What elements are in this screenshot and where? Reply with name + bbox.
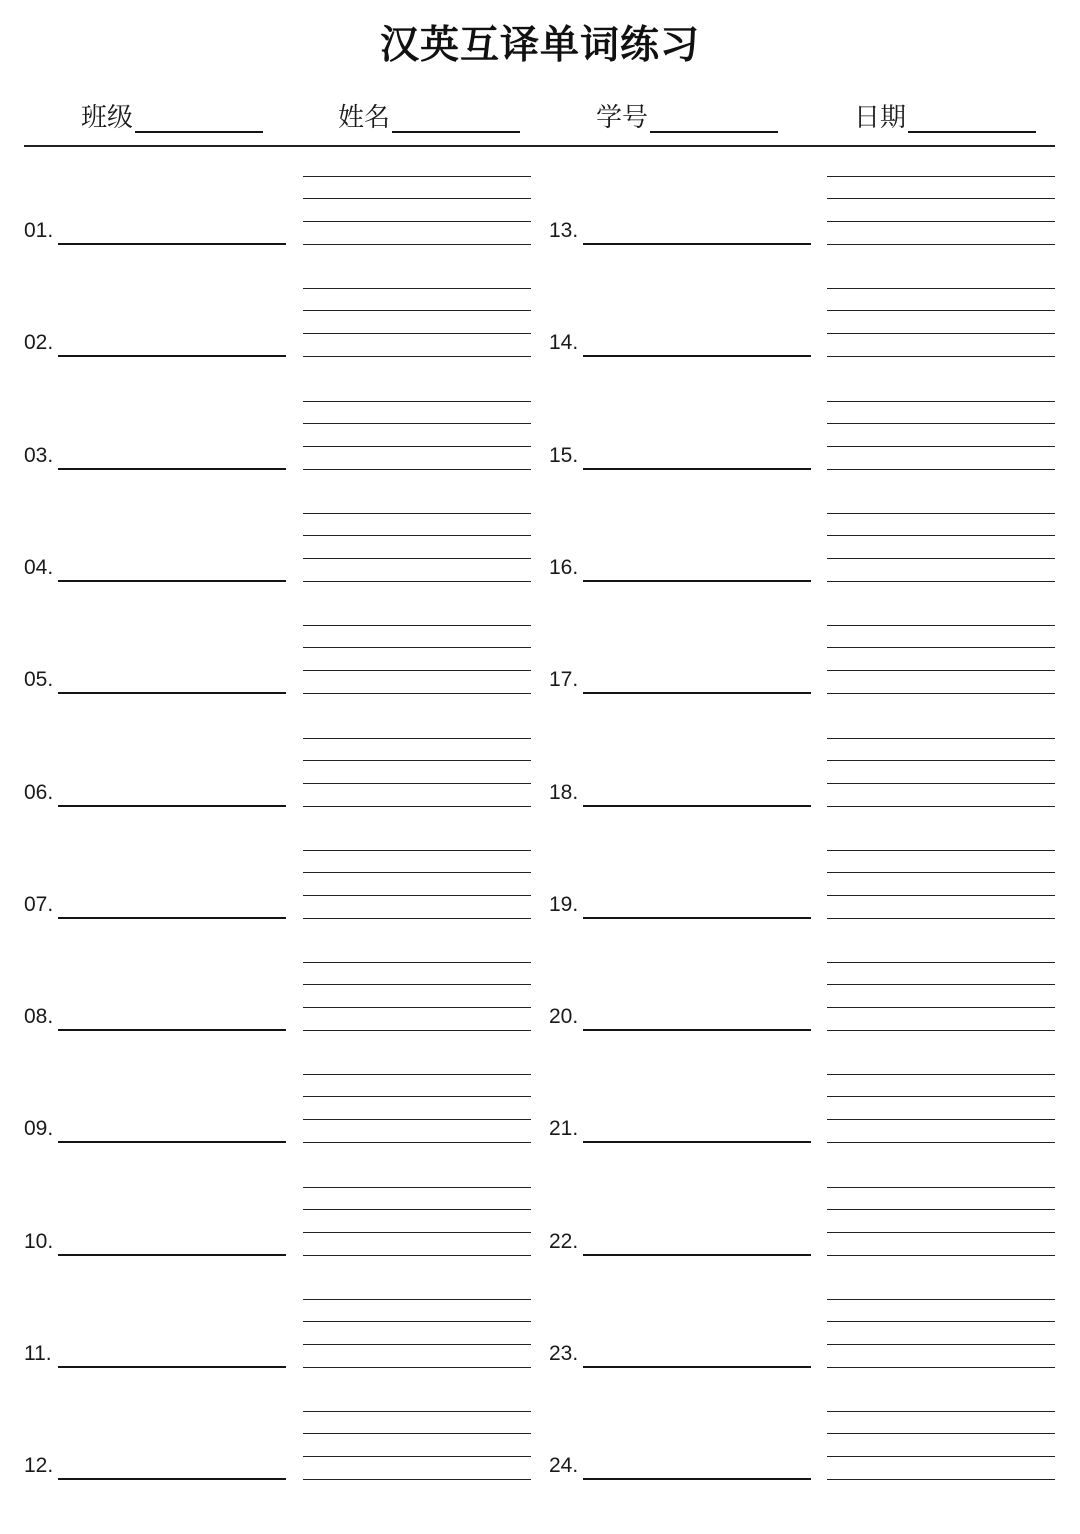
item-number: 10. (24, 1230, 54, 1253)
answer-line[interactable] (303, 581, 531, 582)
word-blank[interactable] (58, 1254, 286, 1256)
word-blank[interactable] (58, 580, 286, 582)
answer-line[interactable] (303, 1119, 531, 1120)
item-number: 12. (24, 1454, 54, 1477)
word-prompt-item[interactable] (549, 323, 839, 363)
word-blank[interactable] (58, 1141, 286, 1143)
word-prompt-item[interactable] (549, 885, 839, 925)
answer-line[interactable] (827, 333, 1055, 334)
date-field[interactable] (854, 98, 1080, 138)
item-number: 07. (24, 893, 54, 916)
answer-line[interactable] (827, 1030, 1055, 1031)
answer-line[interactable] (827, 1209, 1055, 1210)
answer-line[interactable] (827, 783, 1055, 784)
answer-line[interactable] (303, 310, 531, 311)
answer-line[interactable] (827, 446, 1055, 447)
answer-line[interactable] (827, 535, 1055, 536)
answer-line[interactable] (303, 1255, 531, 1256)
word-prompt-item[interactable] (24, 436, 314, 476)
answer-line[interactable] (827, 1456, 1055, 1457)
word-blank[interactable] (583, 1029, 811, 1031)
answer-lines[interactable] (303, 288, 531, 380)
answer-line[interactable] (303, 333, 531, 334)
word-blank[interactable] (58, 468, 286, 470)
answer-line[interactable] (827, 1074, 1055, 1075)
answer-line[interactable] (303, 1007, 531, 1008)
item-number: 03. (24, 444, 54, 467)
answer-lines[interactable] (827, 962, 1055, 1054)
answer-lines[interactable] (827, 401, 1055, 493)
word-prompt-item[interactable] (549, 548, 839, 588)
item-number: 09. (24, 1117, 54, 1140)
answer-line[interactable] (303, 1433, 531, 1434)
word-blank[interactable] (583, 580, 811, 582)
word-prompt-item[interactable] (24, 548, 314, 588)
answer-line[interactable] (303, 962, 531, 963)
answer-line[interactable] (303, 1299, 531, 1300)
answer-line[interactable] (303, 423, 531, 424)
answer-line[interactable] (303, 918, 531, 919)
item-number: 21. (549, 1117, 579, 1140)
student-id-label: 学号 (596, 103, 649, 133)
answer-line[interactable] (303, 1344, 531, 1345)
answer-lines[interactable] (827, 738, 1055, 830)
item-number: 19. (549, 893, 579, 916)
item-number: 06. (24, 781, 54, 804)
answer-line[interactable] (827, 1119, 1055, 1120)
answer-line[interactable] (827, 581, 1055, 582)
answer-line[interactable] (827, 1411, 1055, 1412)
answer-line[interactable] (827, 176, 1055, 177)
item-number: 15. (549, 444, 579, 467)
class-field[interactable] (81, 98, 321, 138)
answer-line[interactable] (303, 1367, 531, 1368)
answer-line[interactable] (827, 1321, 1055, 1322)
answer-line[interactable] (827, 423, 1055, 424)
answer-line[interactable] (303, 1187, 531, 1188)
word-prompt-item[interactable] (549, 773, 839, 813)
answer-lines[interactable] (827, 513, 1055, 605)
answer-line[interactable] (827, 310, 1055, 311)
answer-lines[interactable] (827, 850, 1055, 942)
answer-line[interactable] (827, 806, 1055, 807)
word-prompt-item[interactable] (24, 1109, 314, 1149)
answer-line[interactable] (303, 1479, 531, 1480)
answer-line[interactable] (827, 918, 1055, 919)
answer-line[interactable] (827, 895, 1055, 896)
answer-line[interactable] (827, 1142, 1055, 1143)
item-number: 20. (549, 1005, 579, 1028)
word-prompt-item[interactable] (24, 1334, 314, 1374)
word-blank[interactable] (58, 692, 286, 694)
answer-line[interactable] (827, 1433, 1055, 1434)
answer-line[interactable] (303, 356, 531, 357)
item-number: 02. (24, 331, 54, 354)
word-blank[interactable] (583, 1141, 811, 1143)
answer-lines[interactable] (827, 1299, 1055, 1391)
answer-line[interactable] (303, 401, 531, 402)
item-number: 11. (24, 1342, 52, 1365)
answer-lines[interactable] (303, 513, 531, 605)
word-prompt-item[interactable] (24, 1446, 314, 1486)
answer-line[interactable] (303, 850, 531, 851)
word-prompt-item[interactable] (549, 660, 839, 700)
answer-line[interactable] (827, 693, 1055, 694)
word-prompt-item[interactable] (549, 997, 839, 1037)
answer-line[interactable] (827, 356, 1055, 357)
answer-line[interactable] (303, 806, 531, 807)
word-prompt-item[interactable] (549, 1109, 839, 1149)
answer-line[interactable] (303, 513, 531, 514)
answer-line[interactable] (827, 288, 1055, 289)
answer-line[interactable] (303, 176, 531, 177)
answer-line[interactable] (827, 850, 1055, 851)
answer-lines[interactable] (303, 1074, 531, 1166)
answer-line[interactable] (827, 625, 1055, 626)
answer-lines[interactable] (303, 738, 531, 830)
answer-line[interactable] (303, 1232, 531, 1233)
answer-lines[interactable] (303, 1187, 531, 1279)
answer-line[interactable] (303, 647, 531, 648)
answer-line[interactable] (827, 984, 1055, 985)
answer-lines[interactable] (303, 1299, 531, 1391)
answer-line[interactable] (303, 872, 531, 873)
answer-line[interactable] (827, 469, 1055, 470)
answer-line[interactable] (303, 1074, 531, 1075)
item-number: 18. (549, 781, 579, 804)
answer-line[interactable] (827, 1367, 1055, 1368)
item-number: 01. (24, 219, 54, 242)
word-blank[interactable] (583, 1254, 811, 1256)
answer-line[interactable] (827, 670, 1055, 671)
word-blank[interactable] (58, 1478, 286, 1480)
answer-lines[interactable] (303, 962, 531, 1054)
item-number: 16. (549, 556, 579, 579)
item-number: 04. (24, 556, 54, 579)
answer-line[interactable] (827, 1232, 1055, 1233)
answer-lines[interactable] (827, 176, 1055, 268)
answer-lines[interactable] (303, 401, 531, 493)
answer-line[interactable] (303, 1096, 531, 1097)
answer-line[interactable] (303, 693, 531, 694)
word-blank[interactable] (583, 917, 811, 919)
answer-lines[interactable] (827, 1074, 1055, 1166)
item-number: 24. (549, 1454, 579, 1477)
answer-lines[interactable] (827, 625, 1055, 717)
name-label: 姓名 (338, 103, 391, 133)
answer-line[interactable] (303, 1456, 531, 1457)
answer-lines[interactable] (827, 288, 1055, 380)
answer-line[interactable] (827, 1007, 1055, 1008)
word-blank[interactable] (583, 468, 811, 470)
answer-line[interactable] (827, 244, 1055, 245)
answer-lines[interactable] (827, 1411, 1055, 1503)
answer-line[interactable] (827, 1187, 1055, 1188)
word-blank[interactable] (58, 243, 286, 245)
answer-line[interactable] (303, 288, 531, 289)
answer-line[interactable] (827, 760, 1055, 761)
date-label: 日期 (854, 103, 907, 133)
answer-lines[interactable] (303, 1411, 531, 1503)
answer-line[interactable] (303, 1411, 531, 1412)
word-blank[interactable] (583, 243, 811, 245)
word-prompt-item[interactable] (24, 323, 314, 363)
class-blank[interactable] (135, 131, 263, 133)
item-number: 14. (549, 331, 579, 354)
class-label: 班级 (81, 103, 134, 133)
answer-line[interactable] (303, 1209, 531, 1210)
word-blank[interactable] (583, 355, 811, 357)
word-blank[interactable] (583, 1366, 811, 1368)
answer-line[interactable] (303, 1142, 531, 1143)
answer-line[interactable] (827, 872, 1055, 873)
answer-line[interactable] (827, 1344, 1055, 1345)
answer-line[interactable] (827, 513, 1055, 514)
word-prompt-item[interactable] (549, 211, 839, 251)
answer-line[interactable] (303, 984, 531, 985)
word-prompt-item[interactable] (549, 1222, 839, 1262)
word-prompt-item[interactable] (549, 1334, 839, 1374)
answer-line[interactable] (827, 1096, 1055, 1097)
answer-line[interactable] (827, 738, 1055, 739)
name-blank[interactable] (392, 131, 520, 133)
answer-line[interactable] (303, 469, 531, 470)
word-prompt-item[interactable] (24, 885, 314, 925)
word-blank[interactable] (583, 805, 811, 807)
word-blank[interactable] (58, 1029, 286, 1031)
answer-line[interactable] (303, 1321, 531, 1322)
answer-line[interactable] (827, 1299, 1055, 1300)
item-number: 17. (549, 668, 579, 691)
answer-line[interactable] (303, 221, 531, 222)
answer-line[interactable] (303, 625, 531, 626)
answer-line[interactable] (827, 221, 1055, 222)
answer-line[interactable] (303, 783, 531, 784)
answer-line[interactable] (303, 244, 531, 245)
answer-line[interactable] (303, 760, 531, 761)
word-blank[interactable] (58, 1366, 286, 1368)
name-field[interactable] (338, 98, 578, 138)
word-blank[interactable] (583, 1478, 811, 1480)
word-blank[interactable] (58, 917, 286, 919)
answer-line[interactable] (303, 558, 531, 559)
answer-lines[interactable] (303, 850, 531, 942)
answer-line[interactable] (303, 198, 531, 199)
word-prompt-item[interactable] (549, 436, 839, 476)
header-divider (24, 145, 1055, 147)
answer-line[interactable] (303, 738, 531, 739)
item-number: 05. (24, 668, 54, 691)
answer-line[interactable] (303, 1030, 531, 1031)
word-prompt-item[interactable] (24, 773, 314, 813)
student-id-field[interactable] (596, 98, 836, 138)
answer-line[interactable] (303, 670, 531, 671)
word-prompt-item[interactable] (24, 997, 314, 1037)
answer-line[interactable] (303, 535, 531, 536)
answer-line[interactable] (303, 446, 531, 447)
answer-line[interactable] (827, 1255, 1055, 1256)
word-blank[interactable] (583, 692, 811, 694)
answer-line[interactable] (827, 401, 1055, 402)
item-number: 08. (24, 1005, 54, 1028)
word-blank[interactable] (58, 805, 286, 807)
student-id-blank[interactable] (650, 131, 778, 133)
answer-lines[interactable] (303, 176, 531, 268)
word-prompt-item[interactable] (24, 660, 314, 700)
item-number: 23. (549, 1342, 579, 1365)
item-number: 22. (549, 1230, 579, 1253)
answer-lines[interactable] (827, 1187, 1055, 1279)
answer-line[interactable] (827, 1479, 1055, 1480)
answer-line[interactable] (827, 962, 1055, 963)
page-title: 汉英互译单词练习 (379, 23, 700, 68)
word-prompt-item[interactable] (549, 1446, 839, 1486)
item-number: 13. (549, 219, 579, 242)
answer-lines[interactable] (303, 625, 531, 717)
word-prompt-item[interactable] (24, 211, 314, 251)
word-prompt-item[interactable] (24, 1222, 314, 1262)
date-blank[interactable] (908, 131, 1036, 133)
answer-line[interactable] (827, 647, 1055, 648)
answer-line[interactable] (303, 895, 531, 896)
word-blank[interactable] (58, 355, 286, 357)
answer-line[interactable] (827, 558, 1055, 559)
answer-line[interactable] (827, 198, 1055, 199)
